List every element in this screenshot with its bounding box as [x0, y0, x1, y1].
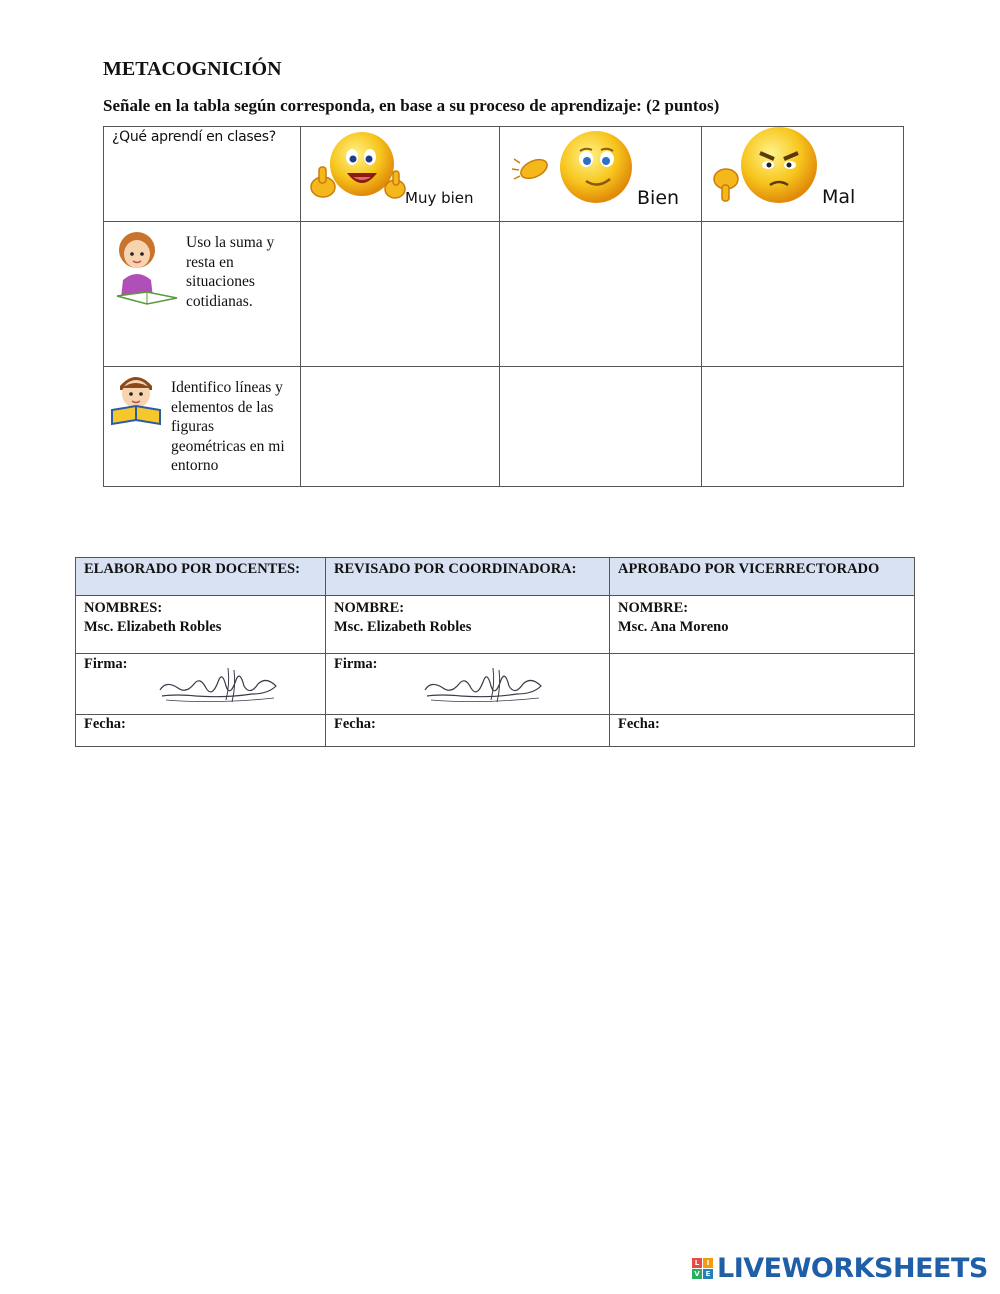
page-title: METACOGNICIÓN [103, 58, 282, 80]
question-header-cell [104, 127, 301, 222]
answer-cell[interactable] [702, 222, 904, 367]
liveworksheets-logo-icon: L I V E [692, 1258, 714, 1280]
girl-reading-icon [107, 228, 182, 308]
rating-label-bien: Bien [637, 187, 680, 209]
approval-header-elaborado: ELABORADO POR DOCENTES: [76, 558, 326, 596]
approval-date-row [76, 715, 915, 747]
row-text: Uso la suma y resta en situaciones cotidianas. [186, 234, 275, 310]
fecha-label: Fecha: [610, 715, 915, 747]
answer-cell[interactable] [702, 367, 904, 487]
handwritten-signature [421, 664, 546, 706]
approval-header-revisado: REVISADO POR COORDINADORA: [326, 558, 610, 596]
approval-signature-row [76, 654, 915, 715]
thumbs-down-angry-icon [708, 127, 823, 207]
firma-label: Firma: [334, 656, 378, 672]
approval-name-cell [610, 596, 915, 654]
name-label: NOMBRE: [618, 600, 689, 616]
approval-table [75, 557, 915, 747]
liveworksheets-brand [692, 1253, 988, 1284]
row-text: Identifico líneas y elementos de las figuras geométricas en mi entorno [171, 379, 285, 474]
row-description-cell [104, 367, 301, 487]
approval-name-cell [76, 596, 326, 654]
approval-name-cell [326, 596, 610, 654]
firma-label: Firma: [84, 656, 128, 672]
metacognition-table [103, 126, 904, 487]
answer-cell[interactable] [500, 367, 702, 487]
approval-names-row [76, 596, 915, 654]
approval-header-aprobado: APROBADO POR VICERRECTORADO [610, 558, 915, 596]
brand-name: LIVEWORKSHEETS [717, 1253, 988, 1284]
handwritten-signature [156, 664, 281, 706]
signature-cell [76, 654, 326, 715]
instruction-text: Señale en la tabla según corresponda, en base a su proceso de aprendizaje: (2 puntos) [103, 96, 720, 115]
boy-reading-icon [110, 368, 162, 430]
rating-header-bien [500, 127, 702, 222]
rating-header-muy-bien [301, 127, 500, 222]
rating-label-muy-bien: Muy bien [405, 189, 474, 207]
signature-cell [610, 654, 915, 715]
question-header: ¿Qué aprendí en clases? [112, 129, 276, 145]
table-row [104, 222, 904, 367]
fecha-label: Fecha: [326, 715, 610, 747]
rating-label-mal: Mal [822, 186, 856, 208]
name-label: NOMBRES: [84, 600, 163, 616]
person-name: Msc. Ana Moreno [618, 619, 729, 635]
thumbs-up-smiley-icon [307, 129, 407, 207]
row-description-cell [104, 222, 301, 367]
table-row [104, 367, 904, 487]
name-label: NOMBRE: [334, 600, 405, 616]
person-name: Msc. Elizabeth Robles [84, 619, 222, 635]
signature-cell [326, 654, 610, 715]
waving-smiley-icon [510, 129, 635, 207]
answer-cell[interactable] [301, 222, 500, 367]
person-name: Msc. Elizabeth Robles [334, 619, 472, 635]
fecha-label: Fecha: [76, 715, 326, 747]
rating-header-mal [702, 127, 904, 222]
answer-cell[interactable] [500, 222, 702, 367]
table-header-row [104, 127, 904, 222]
approval-header-row [76, 558, 915, 596]
answer-cell[interactable] [301, 367, 500, 487]
